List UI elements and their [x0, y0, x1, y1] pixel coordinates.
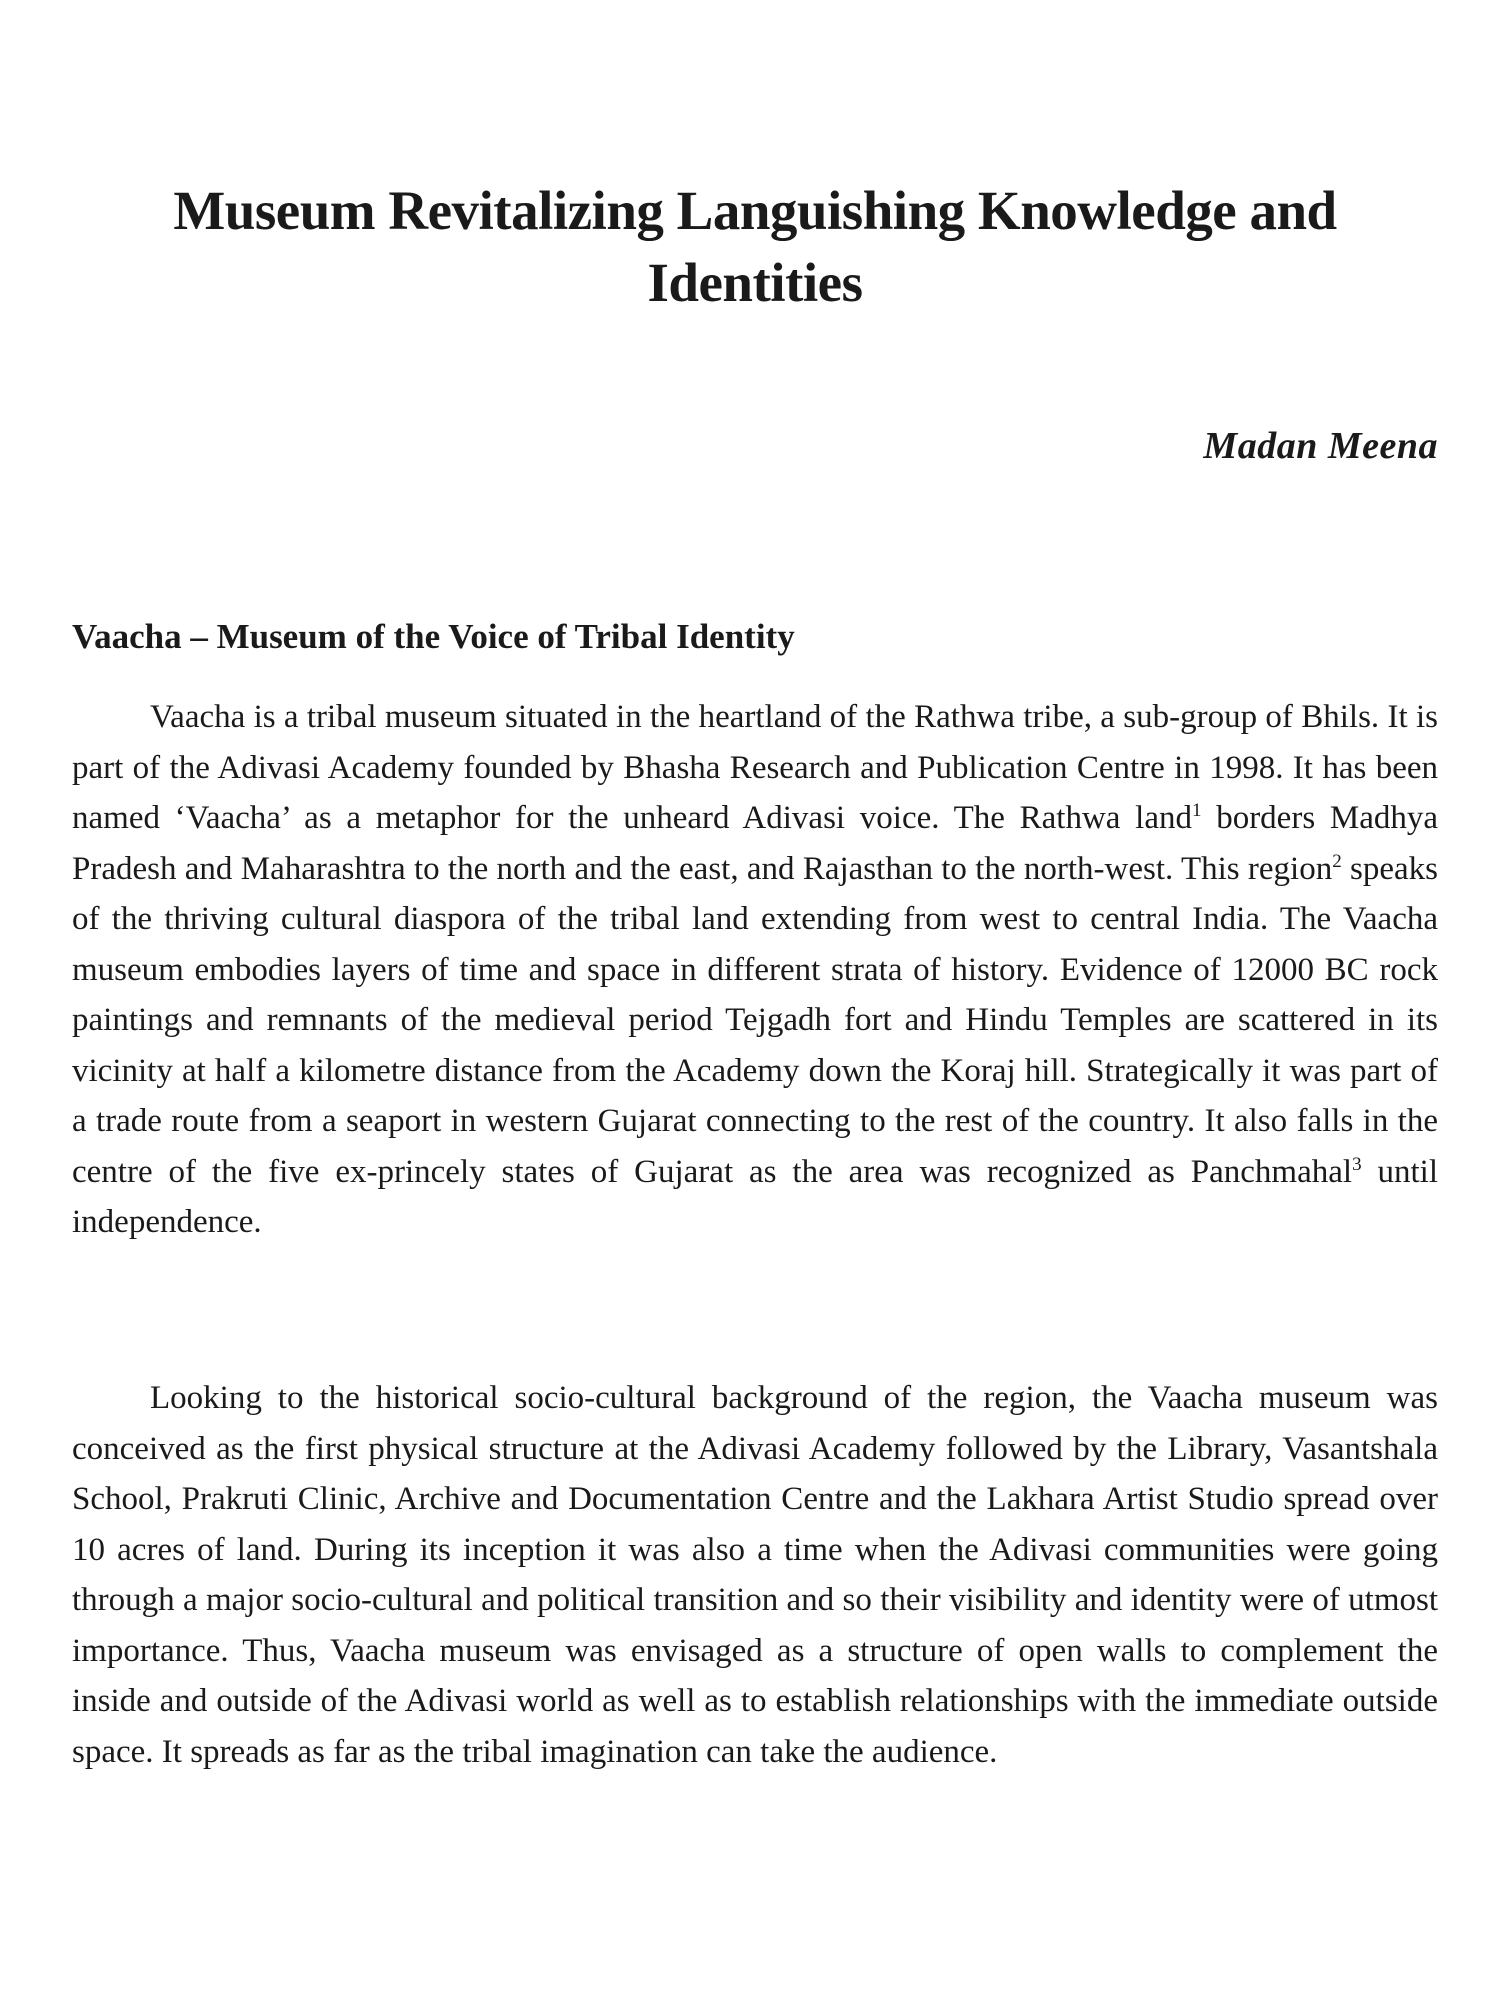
footnote-marker-3: 3 [1352, 1153, 1362, 1175]
body-paragraph-1 [72, 692, 1438, 1248]
paragraph-1-text-c: speaks of the thriving cultural diaspora of the tribal land extending from west to central India. The Vaacha museum embodies layers of time and space in different strata of history. Evidence of 12000 BC rock paintings and remnants of the medieval period Tejgadh fort and Hindu Temples are scattered in its vicinity at half a kilometre distance from the Academy down the Koraj hill. Strategically it was part of a trade route from a seaport in western Gujarat connecting to the rest of the country. It also falls in the centre of the five ex-princely states of Gujarat as the area was recognized as Panchmahal [72, 850, 1438, 1190]
document-page [72, 0, 1438, 2000]
footnote-marker-2: 2 [1332, 850, 1342, 872]
section-heading: Vaacha – Museum of the Voice of Tribal Identity [72, 617, 795, 656]
body-paragraph-2: Looking to the historical socio-cultural background of the region, the Vaacha museum was conceived as the first physical structure at the Adivasi Academy followed by the Library, Vasantshala School, Prakruti Clinic, Archive and Documentation Centre and the Lakhara Artist Studio spread over 10 acres of land. During its inception it was also a time when the Adivasi communities were going through a major socio-cultural and political transition and so their visibility and identity were of utmost importance. Thus, Vaacha museum was envisaged as a structure of open walls to complement the inside and outside of the Adivasi world as well as to establish relationships with the immediate outside space. It spreads as far as the tribal imagination can take the audience. [72, 1380, 1438, 1770]
paragraph-1-text-b: borders Madhya Pradesh and Maharashtra to the north and the east, and Rajasthan to the north-west. This region [72, 800, 1439, 887]
author-name: Madan Meena [1203, 425, 1438, 467]
chapter-title: Museum Revitalizing Languishing Knowledge and Identities [173, 180, 1337, 313]
paragraph-1-text-a: Vaacha is a tribal museum situated in the heartland of the Rathwa tribe, a sub-group of Bhils. It is part of the Adivasi Academy founded by Bhasha Research and Publication Centre in 1998. It has been named ‘Vaacha’ as a metaphor for the unheard Adivasi voice. The Rathwa land [72, 699, 1438, 836]
footnote-marker-1: 1 [1191, 800, 1202, 821]
paragraph-1-text-d: until independence. [72, 1153, 1438, 1240]
